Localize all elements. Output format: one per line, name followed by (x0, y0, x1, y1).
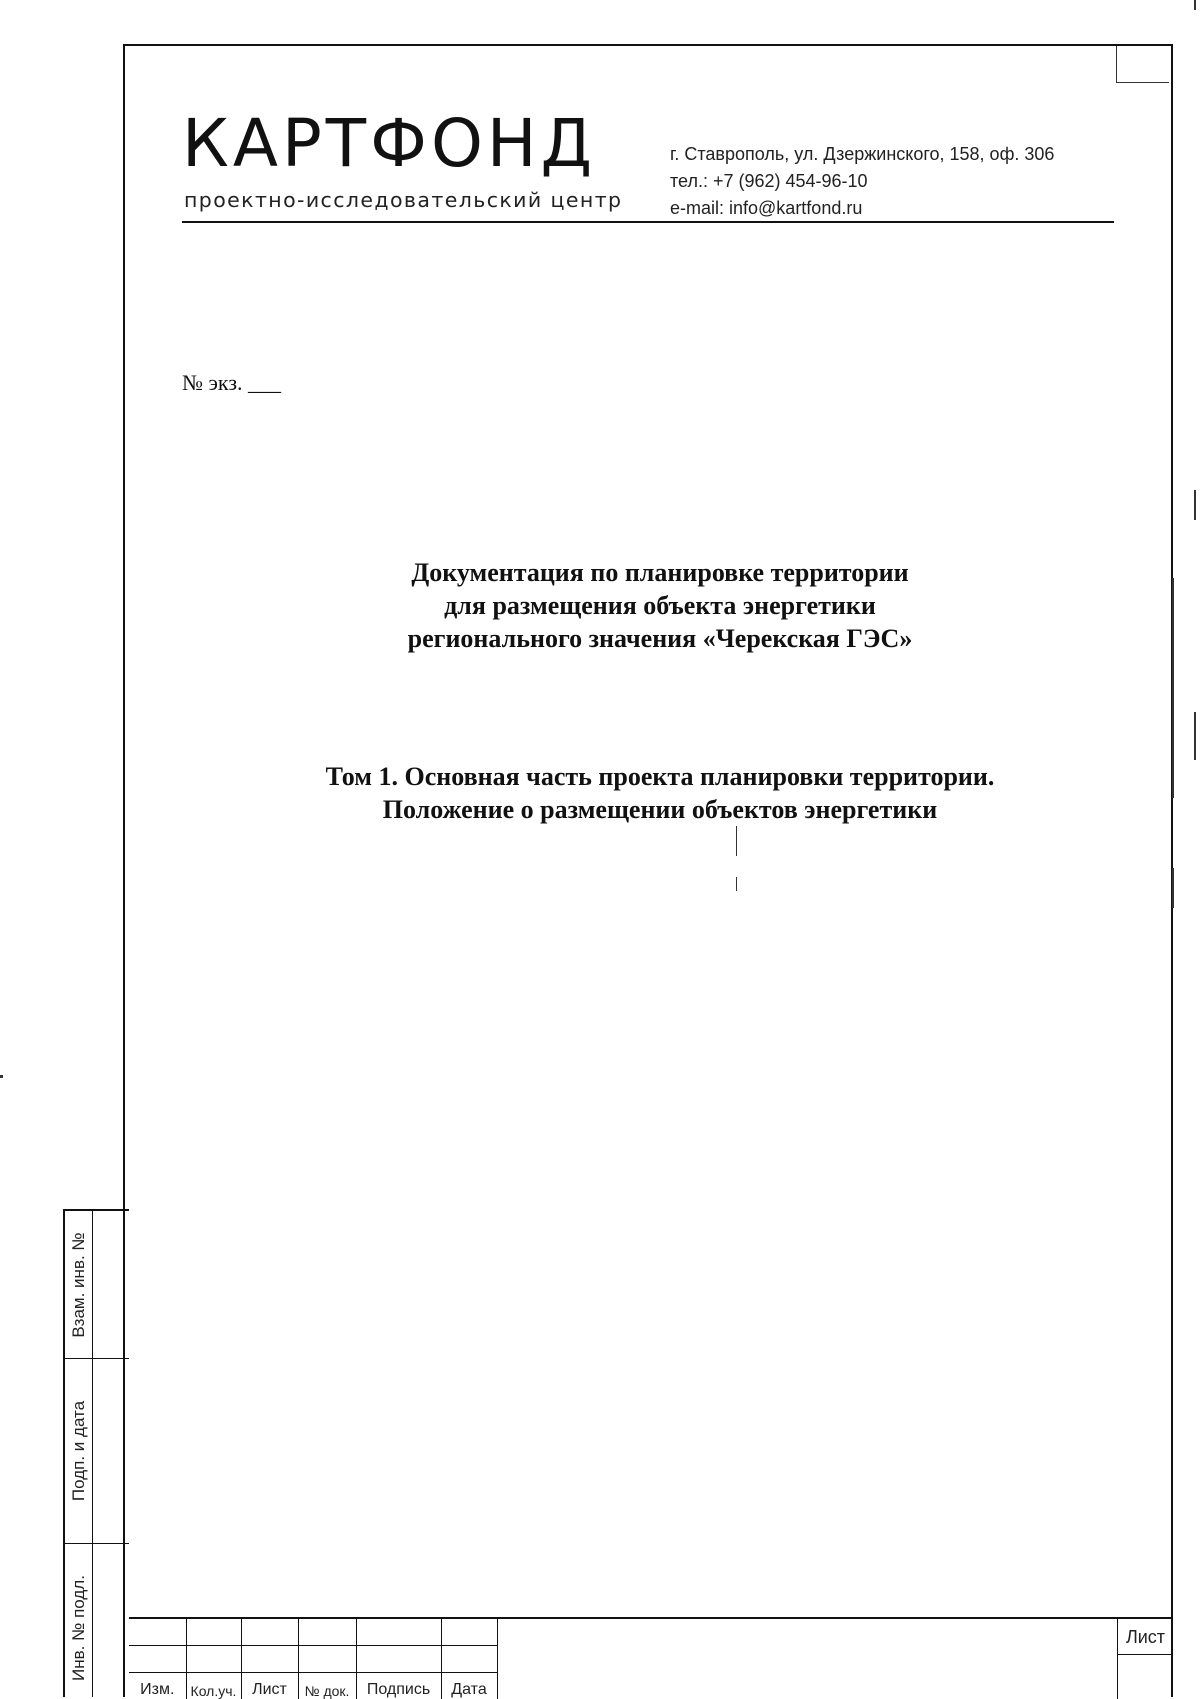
contact-phone: тел.: +7 (962) 454-96-10 (670, 168, 1054, 195)
table-cell (298, 1646, 356, 1673)
contact-address: г. Ставрополь, ул. Дзержинского, 158, оф. 306 (670, 141, 1054, 168)
scan-mark (1194, 490, 1196, 520)
side-stamp-cell (65, 1544, 129, 1699)
table-header-row (129, 1673, 497, 1699)
scan-mark (0, 1075, 3, 1078)
column-label: Дата (441, 1673, 497, 1699)
table-cell (241, 1646, 298, 1673)
side-stamp-cell (65, 1359, 129, 1544)
side-stamp-label: Взам. инв. № (69, 1232, 89, 1337)
document-title (180, 556, 1140, 655)
table-cell (241, 1619, 298, 1646)
table-row (129, 1619, 497, 1646)
table-cell (129, 1619, 186, 1646)
sheet-label: Лист (1118, 1619, 1173, 1655)
column-label: Кол.уч. (186, 1673, 241, 1699)
table-cell (186, 1619, 241, 1646)
scan-mark (1172, 578, 1174, 798)
sheet-number-box (1117, 1619, 1173, 1699)
table-cell (356, 1619, 441, 1646)
volume-title (180, 760, 1140, 826)
table-cell (129, 1646, 186, 1673)
revision-table (129, 1619, 498, 1699)
table-cell (356, 1646, 441, 1673)
title-line: Документация по планировке территории (180, 556, 1140, 589)
table-cell (298, 1619, 356, 1646)
volume-line: Том 1. Основная часть проекта планировки территории. (180, 760, 1140, 793)
side-stamp-label: Подп. и дата (69, 1401, 89, 1501)
bottom-stamp (129, 1617, 1173, 1697)
scan-mark (736, 826, 737, 856)
column-label: Лист (241, 1673, 298, 1699)
table-row (129, 1646, 497, 1673)
scan-mark (1194, 712, 1196, 760)
side-stamp (63, 1209, 129, 1697)
corner-mark (1116, 46, 1169, 83)
column-label: Изм. (129, 1673, 186, 1699)
company-subtitle: проектно-исследовательский центр (184, 188, 622, 212)
table-cell (186, 1646, 241, 1673)
volume-line: Положение о размещении объектов энергетики (180, 793, 1140, 826)
contact-email: e-mail: info@kartfond.ru (670, 195, 1054, 222)
title-line: для размещения объекта энергетики (180, 589, 1140, 622)
table-cell (441, 1619, 497, 1646)
column-label: Подпись (356, 1673, 441, 1699)
contact-block (670, 141, 1054, 222)
scan-mark (1194, 0, 1196, 10)
title-line: регионального значения «Черекская ГЭС» (180, 622, 1140, 655)
column-label: № док. (298, 1673, 356, 1699)
side-stamp-label: Инв. № подл. (69, 1575, 89, 1681)
table-cell (441, 1646, 497, 1673)
page-frame (123, 44, 1173, 1697)
scan-mark (736, 877, 737, 891)
scan-mark (1172, 868, 1174, 908)
side-stamp-cell (65, 1211, 129, 1359)
company-logo: КАРТФОНД (182, 108, 596, 180)
copy-number: № экз. ___ (182, 370, 281, 396)
